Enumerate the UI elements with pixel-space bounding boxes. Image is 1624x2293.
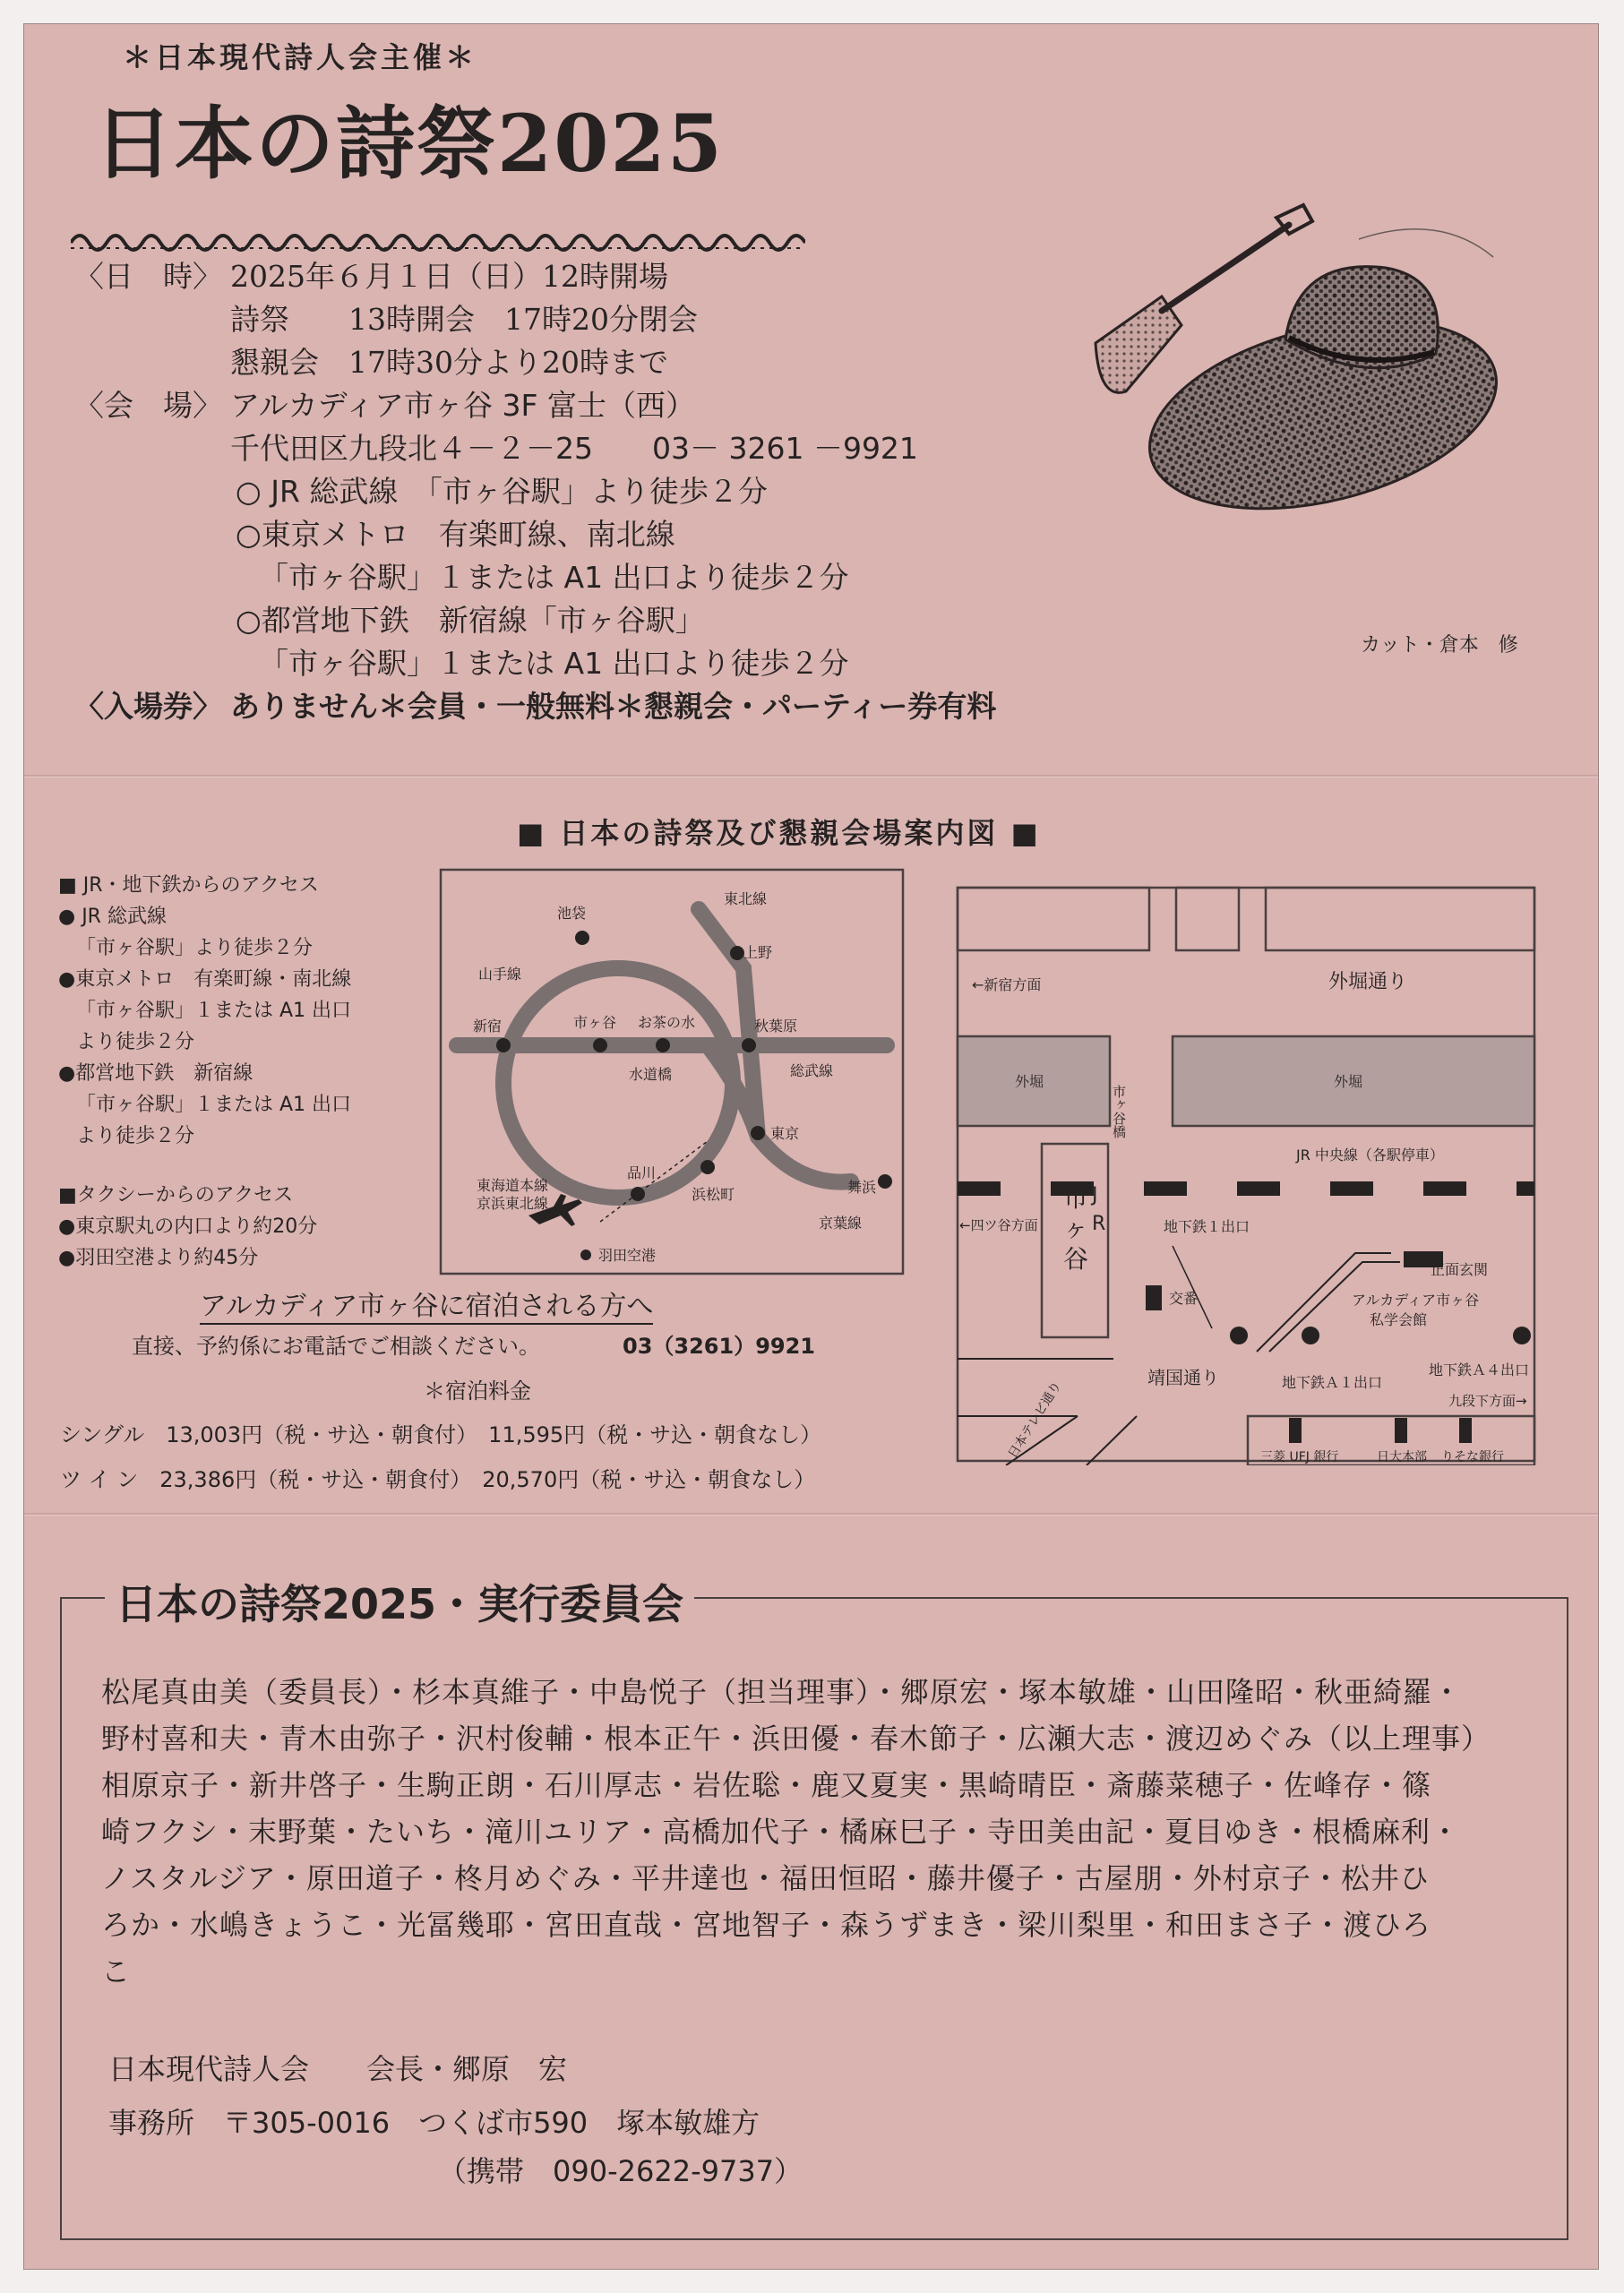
label-tokyo: 東京	[770, 1125, 800, 1142]
venue: アルカディア市ヶ谷 3F 富士（西）	[230, 388, 695, 423]
member-line: ろか・水嶋きょうこ・光冨幾耶・宮田直哉・宮地智子・森うずまき・梁川梨里・和田まさ子・渡ひろ	[101, 1908, 1432, 1942]
taxi-line: ●羽田空港より約45分	[58, 1247, 259, 1269]
datetime: 2025年６月１日（日）12時開場	[230, 259, 668, 294]
area-sotobori-dori: 外堀通り	[1328, 971, 1408, 993]
taxi-line: ●東京駅丸の内口より約20分	[58, 1215, 318, 1238]
koban-marker	[1146, 1285, 1162, 1310]
access-line: ● JR 総武線	[58, 906, 167, 928]
access-line: ●東京メトロ 有楽町線・南北線	[58, 968, 352, 991]
label-tohoku: 東北線	[724, 890, 768, 907]
organizer: ＊日本現代詩人会主催＊	[123, 40, 478, 74]
member-line: 崎フクシ・末野葉・たいち・滝川ユリア・高橋加代子・橘麻巳子・寺田美由記・夏目ゆき・根橋麻利・	[101, 1815, 1461, 1849]
office-address: 事務所 〒305-0016 つくば市590 塚本敏雄方	[108, 2106, 760, 2140]
access-metro-exit: 「市ヶ谷駅」１または A1 出口より徒歩２分	[259, 560, 849, 595]
label-ichigaya: 市ヶ谷	[573, 1014, 617, 1031]
committee-members	[101, 1669, 1534, 1995]
party-time: 懇親会 17時30分より20時まで	[230, 345, 668, 380]
area-koban: 交番	[1169, 1290, 1199, 1307]
label-tokaido: 東海道本線	[477, 1177, 549, 1194]
station-shinagawa	[631, 1187, 645, 1201]
access-line: より徒歩２分	[76, 1125, 195, 1147]
committee-title: 日本の詩祭2025・実行委員会	[105, 1572, 694, 1631]
member-line: 松尾真由美（委員長）・杉本真維子・中島悦子（担当理事）・郷原宏・塚本敏雄・山田隆昭・秋亜綺羅・	[101, 1675, 1463, 1709]
station-ochanomizu	[656, 1038, 670, 1052]
area-exit-a4: 地下鉄Ａ４出口	[1429, 1361, 1530, 1378]
access-line: ●都営地下鉄 新宿線	[58, 1062, 253, 1085]
exit-a1-marker	[1302, 1327, 1319, 1344]
decorative-wave	[71, 223, 805, 259]
ticket-info: ありません＊会員・一般無料＊懇親会・パーティー券有料	[230, 689, 997, 724]
area-jr-ichigaya: 市	[1063, 1183, 1089, 1213]
rate-single: シングル 13,003円（税・サ込・朝食付） 11,595円（税・サ込・朝食なし）	[60, 1422, 822, 1447]
label-shinjuku: 新宿	[473, 1018, 503, 1035]
area-bank-mufg: 三菱 UFJ 銀行	[1260, 1450, 1339, 1464]
flyer-sheet	[23, 23, 1599, 2270]
hotel-subtitle: 直接、予約係にお電話でご相談ください。	[132, 1334, 540, 1359]
area-shinjuku-dir: ←新宿方面	[972, 976, 1042, 993]
station-ueno	[730, 946, 744, 960]
label-akihabara: 秋葉原	[754, 1018, 798, 1035]
access-line: 「市ヶ谷駅」１または A1 出口	[76, 1094, 352, 1116]
area-ichigaya-bashi: 市ヶ谷橋	[1111, 1085, 1127, 1138]
label-sobu: 総武線	[790, 1062, 834, 1079]
label-suidobashi: 水道橋	[629, 1066, 673, 1083]
access-line: 「市ヶ谷駅」１または A1 出口	[76, 1000, 352, 1022]
area-map	[934, 861, 1548, 1465]
area-bank-resona: りそな銀行	[1441, 1450, 1504, 1464]
station-tokyo	[751, 1126, 765, 1140]
ceremony-time: 詩祭 13時開会 17時20分閉会	[230, 302, 698, 337]
fold-line	[24, 775, 1598, 777]
ticket-label: 〈入場券〉	[74, 689, 222, 724]
hotel-title: アルカディア市ヶ谷に宿泊される方へ	[200, 1284, 653, 1325]
area-bank-nichidai: 日大本部	[1377, 1450, 1427, 1464]
label-shinagawa: 品川	[627, 1164, 657, 1181]
station-ichigaya	[593, 1038, 607, 1052]
area-subway-exit1: 地下鉄１出口	[1164, 1218, 1250, 1235]
rate-twin: ツ イ ン 23,386円（税・サ込・朝食付） 20,570円（税・サ込・朝食なし）	[60, 1467, 816, 1492]
venue-label: 〈会 場〉	[74, 388, 222, 423]
station-ikebukuro	[575, 931, 589, 945]
access-title: ■ JR・地下鉄からのアクセス	[58, 874, 319, 897]
label-ueno: 上野	[743, 944, 773, 961]
hotel-phone: 03（3261）9921	[623, 1334, 815, 1359]
area-yotsuya-dir: ←四ツ谷方面	[959, 1217, 1038, 1233]
member-line: 野村喜和夫・青木由弥子・沢村俊輔・根本正午・浜田優・春木節子・広瀬大志・渡辺めぐみ（以上理事）	[101, 1722, 1491, 1756]
station-haneda	[580, 1250, 591, 1260]
venue-address: 千代田区九段北４－２－25 03－ 3261 －9921	[230, 431, 918, 466]
station-maihama	[878, 1174, 892, 1189]
area-arcadia-1: アルカディア市ヶ谷	[1352, 1292, 1480, 1309]
access-line: 「市ヶ谷駅」より徒歩２分	[76, 937, 314, 959]
station-akihabara	[742, 1038, 756, 1052]
label-yamanote: 山手線	[478, 966, 522, 983]
label-maihama: 舞浜	[847, 1179, 877, 1196]
society-president: 日本現代詩人会 会長・郷原 宏	[108, 2052, 568, 2086]
access-line: より徒歩２分	[76, 1031, 195, 1053]
access-toei-exit: 「市ヶ谷駅」１または A1 出口より徒歩２分	[259, 646, 849, 681]
area-arcadia-2: 私学会館	[1370, 1311, 1428, 1328]
member-line: 相原京子・新井啓子・生駒正朗・石川厚志・岩佐聡・鹿又夏実・黒崎晴臣・斎藤菜穂子・佐峰存・篠	[101, 1768, 1432, 1802]
hotel-rates-label: ＊宿泊料金	[424, 1378, 531, 1404]
route-map	[439, 868, 905, 1275]
area-exit-a1: 地下鉄Ａ１出口	[1282, 1374, 1383, 1391]
area-jr-ichigaya: R	[1092, 1213, 1106, 1235]
fold-line	[24, 1513, 1598, 1515]
page-title: 日本の詩祭2025	[94, 97, 724, 190]
access-jr: ○ JR 総武線 「市ヶ谷駅」より徒歩２分	[236, 474, 768, 509]
datetime-label: 〈日 時〉	[74, 259, 222, 294]
label-ikebukuro: 池袋	[557, 905, 587, 922]
member-line: ノスタルジア・原田道子・柊月めぐみ・平井達也・福田恒昭・藤井優子・古屋朋・外村京子・松井ひ	[101, 1861, 1430, 1895]
area-moat-left: 外堀	[1015, 1073, 1044, 1090]
illustration-credit: カット・倉本 修	[1361, 634, 1518, 657]
office-mobile: （携帯 090-2622-9737）	[438, 2154, 803, 2188]
area-jr-ichigaya: ヶ	[1063, 1214, 1089, 1243]
label-haneda: 羽田空港	[598, 1247, 657, 1264]
area-yasukuni-dori: 靖国通り	[1147, 1367, 1219, 1388]
area-ntv-dori: 日本テレビ通り	[1005, 1378, 1065, 1462]
label-keiyo: 京葉線	[819, 1215, 863, 1232]
label-ochanomizu: お茶の水	[638, 1014, 696, 1031]
station-hamamatsucho	[700, 1160, 715, 1174]
taxi-title: ■タクシーからのアクセス	[58, 1184, 294, 1207]
area-moat-right: 外堀	[1334, 1073, 1363, 1090]
trowel-hat-illustration	[1063, 185, 1565, 562]
station-shinjuku	[496, 1038, 511, 1052]
access-metro: ○東京メトロ 有楽町線、南北線	[236, 517, 675, 552]
access-toei: ○都営地下鉄 新宿線「市ヶ谷駅」	[236, 603, 705, 638]
area-kudanshita-dir: 九段下方面→	[1448, 1393, 1527, 1409]
label-hamamatsucho: 浜松町	[692, 1186, 735, 1203]
area-chuo-line: JR 中央線（各駅停車）	[1296, 1146, 1444, 1164]
exit1-marker	[1230, 1327, 1248, 1344]
member-line: こ	[101, 1954, 132, 1988]
area-jr-ichigaya: 谷	[1063, 1244, 1089, 1274]
exit-a4-marker	[1513, 1327, 1531, 1344]
label-keihin: 京浜東北線	[477, 1195, 549, 1212]
guide-heading: ■ 日本の詩祭及び懇親会場案内図 ■	[517, 816, 1041, 850]
area-jr-ichigaya: J	[1092, 1184, 1098, 1207]
area-main-entrance: 正面玄関	[1431, 1261, 1489, 1278]
